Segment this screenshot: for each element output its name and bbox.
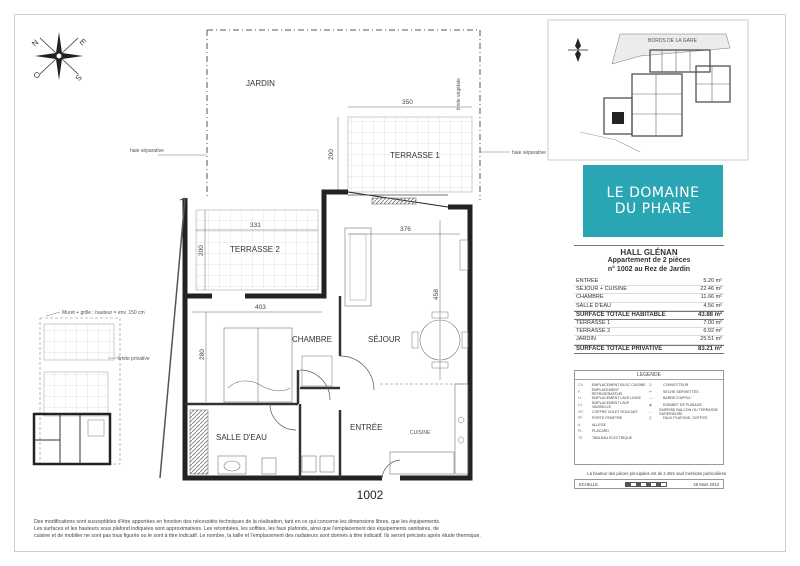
room-row: SALLE D'EAU 4.56 m² [574,303,724,311]
legend-right [649,382,720,441]
terrasse-2-label: TERRASSE 2 [230,245,280,254]
shower [190,410,208,474]
terrasse-1-label: TERRASSE 1 [390,151,440,160]
legend-item: - - EMPRISE BALCON OU TERRASSE SUPERIEURE [649,407,718,416]
surface-table [574,245,724,354]
toilet [262,458,276,474]
disclaimer [34,519,654,541]
compass-o: O [31,69,43,81]
room-row: CHAMBRE 11.66 m² [574,294,724,302]
disclaimer-line: cuisine et de mobilier ne sont pas tous figurés ou le sont à titre indicatif. Le nombre, la taille et l'emplacement des radiateurs sont donnés à titre indicatif. Ils seront précisés après étude thermique. [34,533,481,540]
legend-item: ⊡ CONVECTEUR [649,383,689,388]
legend-title: LEGENDE [575,371,723,380]
legend-item: PL PLACARD [578,429,609,434]
muret-note: Muret + grille : hauteur = env. 150 cm [62,310,145,316]
scale-bar [625,482,667,487]
legend-item: TE TABLEAU ELECTRIQUE [578,436,633,441]
dim-403: 403 [255,304,266,311]
legend-item: ▒ FAUX PLAFOND, SOFFITE [649,416,708,421]
tv-unit [460,240,468,270]
disclaimer-line: Des modifications sont susceptibles d'être apportées en fonction des nécessités techniques de la réalisation, tant en ce qui concerne les dimensions libres, que les équipements. [34,519,441,525]
disclaimer-line: Les surfaces et les hauteurs sous plafond indiquées sont approximatives. Les retombées, les soffites, les faux plafonds, ainsi que l'emplacement des équipements sanitaires, de [34,526,439,533]
bed [224,328,292,402]
haie-left-label: haie séparative [130,148,164,154]
height-note: La hauteur des pièces principales est de 2.45m sauf mentions particulières [587,471,726,476]
garden-label: JARDIN [246,79,275,88]
legend-item: A ALLEGE [578,422,606,427]
dim-280: 280 [199,349,206,360]
legend-item: CU EMPLACEMENT BLOC CUISINE [578,383,646,388]
legend-item: PF PORTE FENETRE [578,416,623,421]
legend [574,370,724,465]
door-swings [270,356,400,478]
site-plan-street: BORDS DE LA GARE [648,38,697,44]
total-habitable-row: SURFACE TOTALE HABITABLE 43.88 m² [574,311,724,320]
logo-line-1: LE DOMAINE [606,185,700,201]
scale-label: ECHELLE [579,481,599,487]
dim-200-left: 200 [198,245,205,256]
dim-350: 350 [402,99,413,106]
compass [30,32,88,82]
legend-left [578,382,649,441]
dim-200-top: 200 [328,149,335,160]
dim-376: 376 [400,226,411,233]
room-row: ENTREE 5.20 m² [574,278,724,286]
garden-wall-left [160,198,185,478]
room-row: SEJOUR + CUISINE 22.46 m² [574,286,724,294]
mini-limite-privative: limite privative [118,356,150,362]
kitchen-counter [455,384,468,474]
room-sejour: SÉJOUR [368,335,401,344]
dim-458: 458 [433,289,440,300]
mini-plan [34,318,120,464]
compass-n: N [30,37,41,49]
haie-right-label: haie séparative [512,150,546,156]
room-salle-deau: SALLE D'EAU [216,433,267,442]
legend-item: VR COFFRE VOLET ROULANT [578,409,638,414]
compass-s: S [73,72,84,83]
room-chambre: CHAMBRE [292,335,333,344]
legend-item: ◉ ROBINET DE PUISAGE [649,403,702,408]
outdoor-row: JARDIN 25.51 m² [574,336,724,344]
apt-number: n° 1002 au Rez de Jardin [607,265,691,273]
apt-type: Appartement de 2 pièces [607,257,691,264]
outdoor-row: TERRASSE 2 6.92 m² [574,328,724,336]
sofa [345,228,371,306]
limite-vegetale-label: limite végétale [456,78,462,110]
scale-box [574,479,724,489]
unit-number: 1002 [356,488,384,502]
compass-e: E [77,37,88,48]
total-privative-row: SURFACE TOTALE PRIVATIVE 83.21 m² [574,345,724,354]
hall-name: HALL GLÉNAN [574,245,724,257]
legend-item: LL EMPLACEMENT LAVE LINGE [578,396,641,401]
legend-item: ⊢ SECHE SERVIETTES [649,389,699,394]
outdoor-row: TERRASSE 1 7.00 m² [574,320,724,328]
legend-item: F EMPLACEMENT REFRIGERATEUR [578,387,623,396]
room-cuisine: CUISINE [410,430,431,436]
legend-item: LV EMPLACEMENT LAVE VAISSELLE [578,401,630,410]
plan-date: 28 Mars 2013 [693,481,719,487]
room-entree: ENTRÉE [350,423,383,432]
legend-item: — BARRE D'APPUI [649,396,691,401]
dim-331: 331 [250,222,261,229]
brand-logo [583,165,723,237]
logo-line-2: DU PHARE [614,201,692,217]
